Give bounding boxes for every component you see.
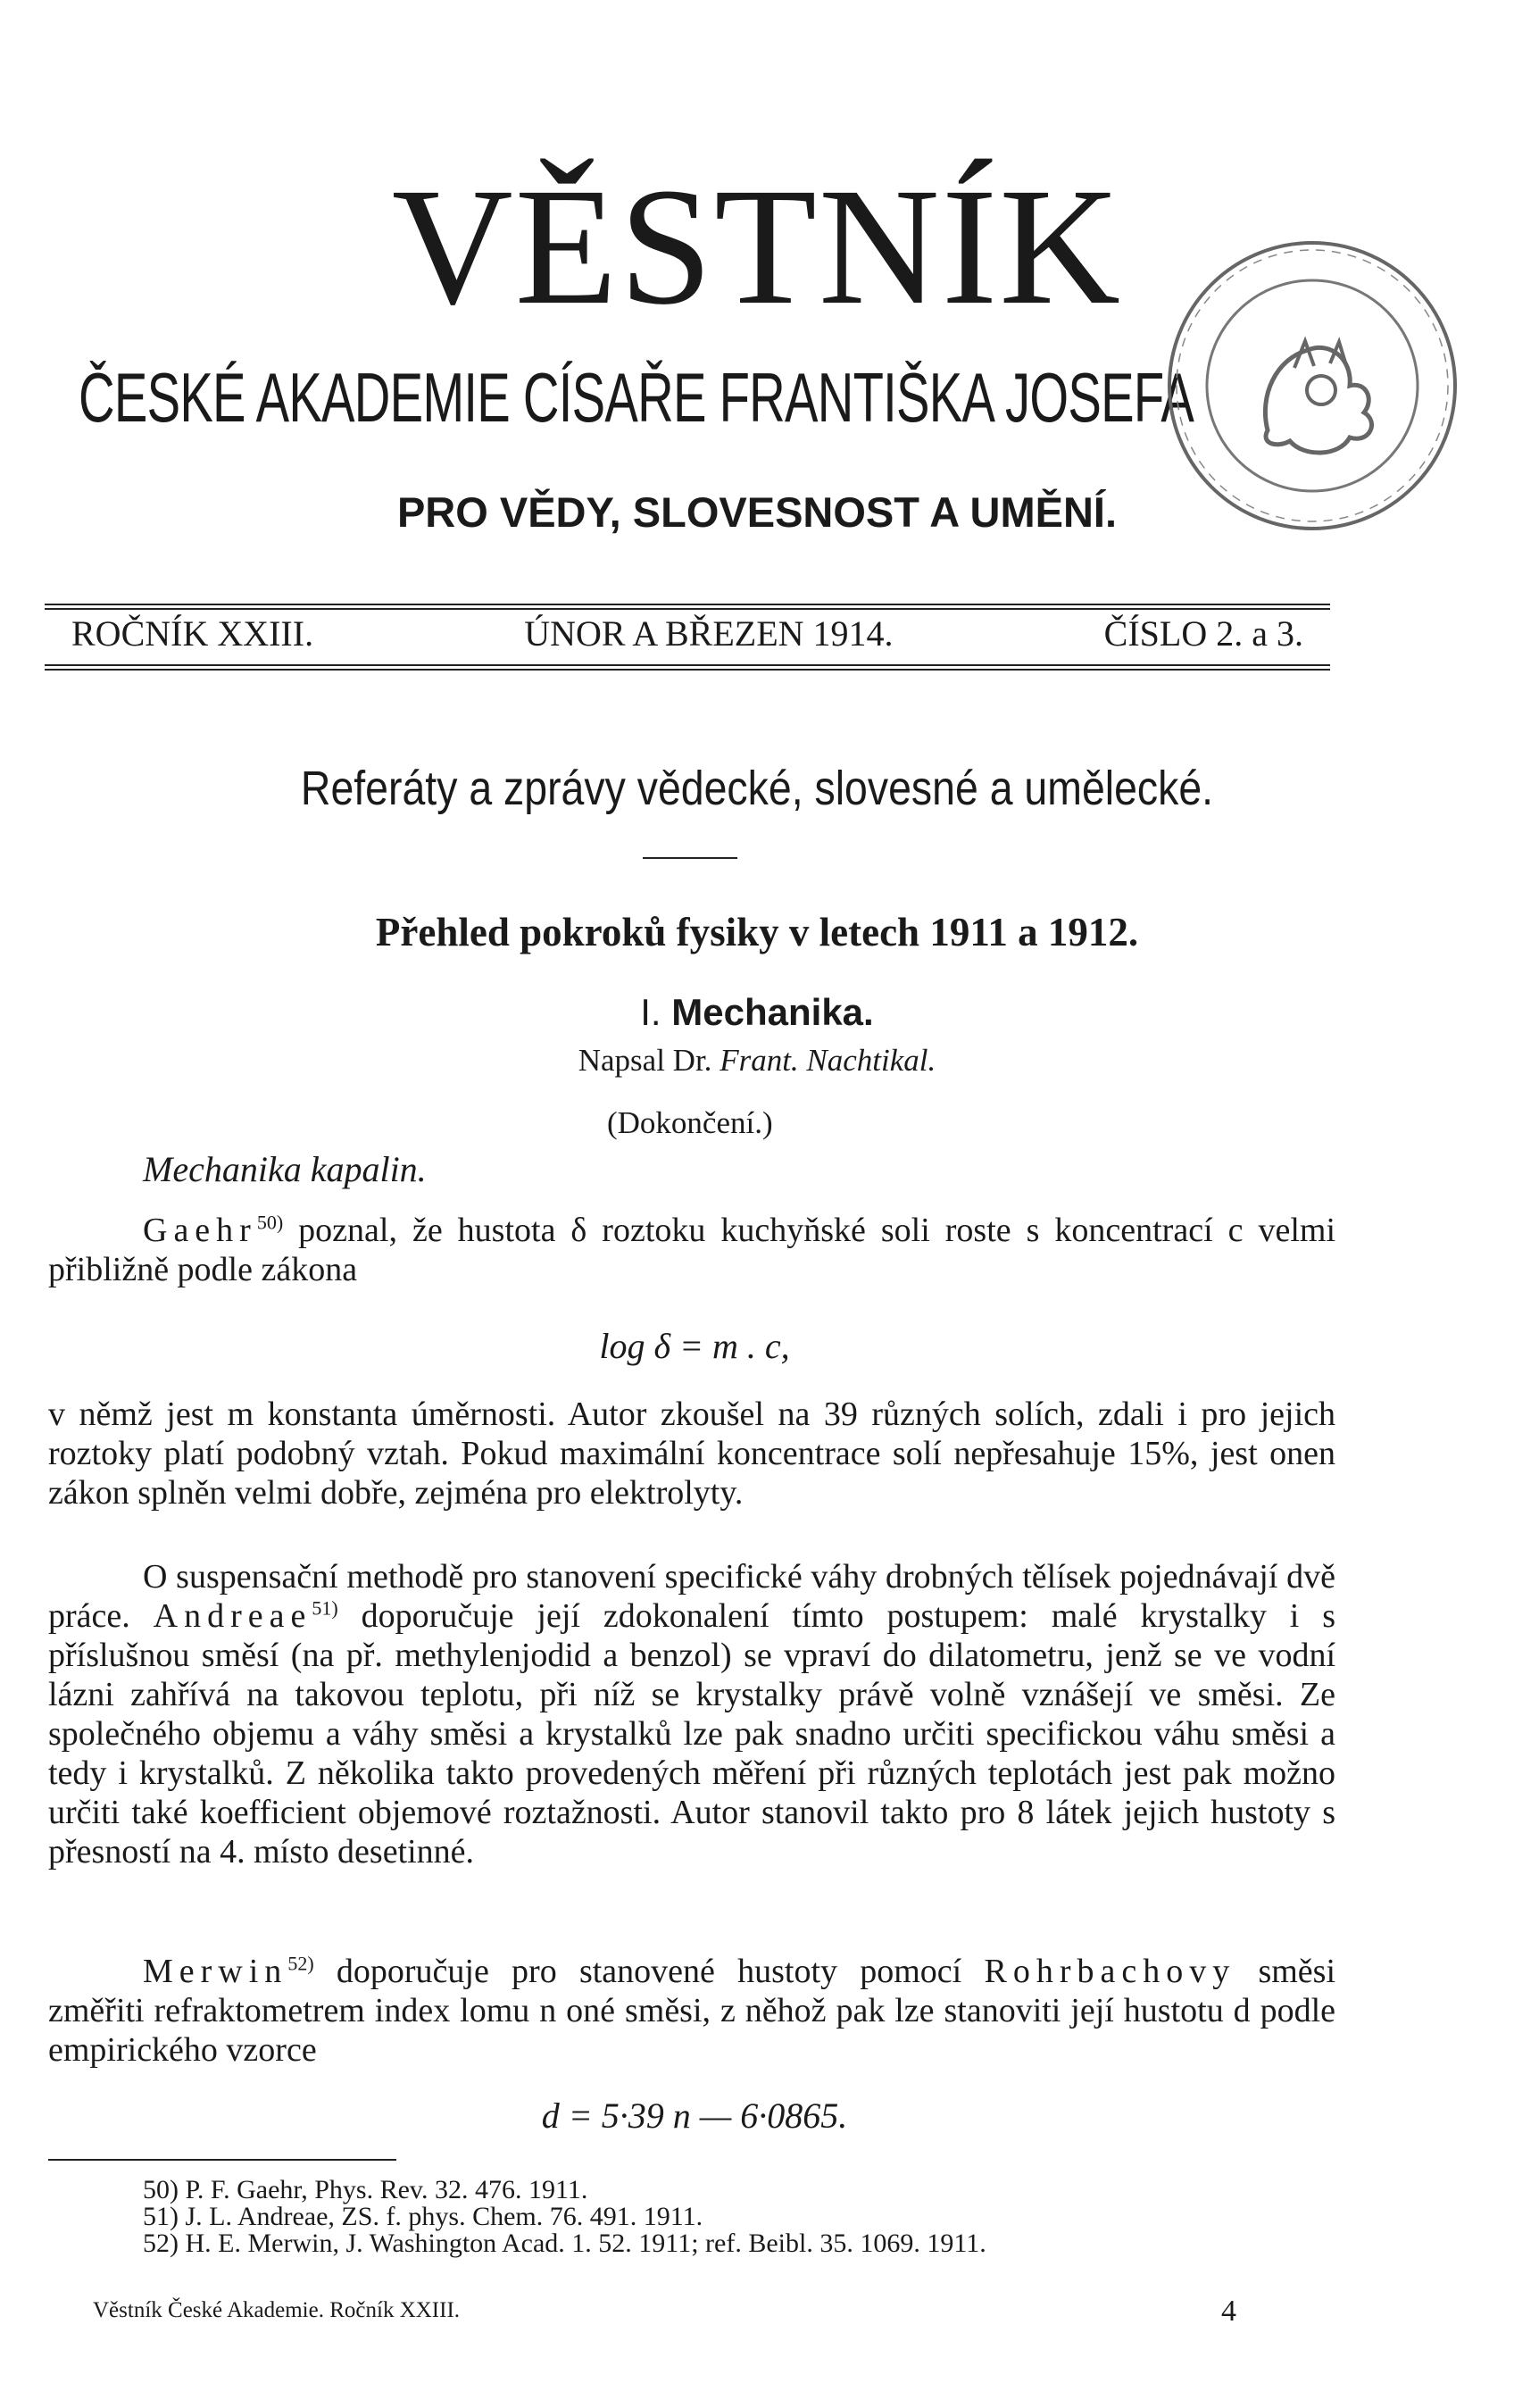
- paragraph-3: [48, 1557, 1335, 1871]
- author-name: Frant. Nachtikal.: [720, 1043, 936, 1078]
- paragraph-text: O suspensační methodě pro stanovení specifické váhy drobných tělísek pojednávají dvě práce.: [48, 1558, 1335, 1635]
- section-title: Referáty a zprávy vědecké, slovesné a umělecké.: [300, 762, 1214, 815]
- author-ref: Andreae: [153, 1597, 312, 1635]
- footnote-ref: 50): [256, 1211, 284, 1234]
- paragraph-2: v němž jest m konstanta úměrnosti. Autor zkoušel na 39 různých solích, zdali i pro jejich roztoky platí podobný vztah. Pokud maximální koncentrace solí nepřesahuje 15%, jest onen zákon splněn velmi dobře, zejména pro elektrolyty.: [48, 1396, 1335, 1512]
- footnote-50: 50) P. F. Gaehr, Phys. Rev. 32. 476. 1911.: [143, 2175, 588, 2204]
- author-line: [0, 1043, 1514, 1079]
- paragraph-text: poznal, že hustota δ roztoku kuchyňské soli roste s koncentrací c velmi přibližně podle zákona: [48, 1212, 1336, 1288]
- footnote-51: 51) J. L. Andreae, ZS. f. phys. Chem. 76. 491. 1911.: [143, 2202, 703, 2231]
- running-footer: Věstník České Akademie. Ročník XXIII.: [93, 2298, 461, 2322]
- volume-label: ROČNÍK XXIII.: [71, 613, 314, 654]
- subheading: Mechanika kapalin.: [143, 1149, 427, 1189]
- formula-1: log δ = m . c,: [599, 1326, 790, 1366]
- issue-line: [71, 612, 1303, 654]
- formula-2: d = 5·39 n — 6·0865.: [541, 2096, 848, 2136]
- article-title: Přehled pokroků fysiky v letech 1911 a 1912.: [375, 910, 1139, 954]
- divider: [643, 857, 737, 859]
- footnote-52: 52) H. E. Merwin, J. Washington Acad. 1. 52. 1911; ref. Beibl. 35. 1069. 1911.: [143, 2229, 986, 2258]
- paragraph-text: doporučuje pro stanovené hustoty pomocí: [336, 1953, 962, 1990]
- paragraph-1: [48, 1211, 1335, 1289]
- chapter-title: Mechanika.: [671, 991, 874, 1033]
- library-stamp-icon: [1160, 234, 1464, 537]
- masthead-subtitle: PRO VĚDY, SLOVESNOST A UMĚNÍ.: [396, 488, 1118, 536]
- page-number: 4: [1221, 2295, 1236, 2328]
- name-ref: Rohrbachovy: [984, 1953, 1236, 1990]
- paragraph-text: doporučuje její zdokonalení tímto postupem: malé krystalky i s příslušnou směsí (na př. methylenjodid a benzol) se vpraví do dilatometru, jenž se ve vodní lázni zahřívá na takovou teplotu, při níž se krystalky právě volně vznášejí ve směsi. Ze společného objemu a váhy směsi a krystalků lze pak snadno určiti specifickou váhu směsi a tedy i krystalků. Z několika takto provedených měření při různých teplotách jest pak možno určiti také koefficient objemové roztažnosti. Autor stanovil takto pro 8 látek jejich hustoty s přesností na 4. místo desetinné.: [48, 1597, 1336, 1871]
- author-prefix: Napsal Dr.: [578, 1043, 712, 1078]
- footnote-ref: 51): [312, 1596, 338, 1620]
- footnote-ref: 52): [287, 1952, 314, 1975]
- author-ref: Gaehr: [143, 1212, 257, 1249]
- issue-number: ČÍSLO 2. a 3.: [1103, 613, 1303, 654]
- masthead-title: VĚSTNÍK: [391, 153, 1123, 339]
- author-ref: Merwin: [143, 1953, 288, 1990]
- chapter-number: I.: [640, 991, 661, 1033]
- paragraph-text: směsi změřiti refraktometrem index lomu n oné směsi, z něhož pak lze stanoviti její hustotu d podle empirického vzorce: [48, 1953, 1335, 2069]
- chapter-heading: [0, 991, 1514, 1034]
- continued-note: (Dokončení.): [607, 1105, 773, 1140]
- footnotes: [143, 2177, 986, 2257]
- footnote-rule: [48, 2159, 396, 2161]
- academy-name: ČESKÉ AKADEMIE CÍSAŘE FRANTIŠKA JOSEFA: [79, 358, 1194, 437]
- paragraph-4: [48, 1952, 1335, 2070]
- issue-date: ÚNOR A BŘEZEN 1914.: [524, 613, 894, 654]
